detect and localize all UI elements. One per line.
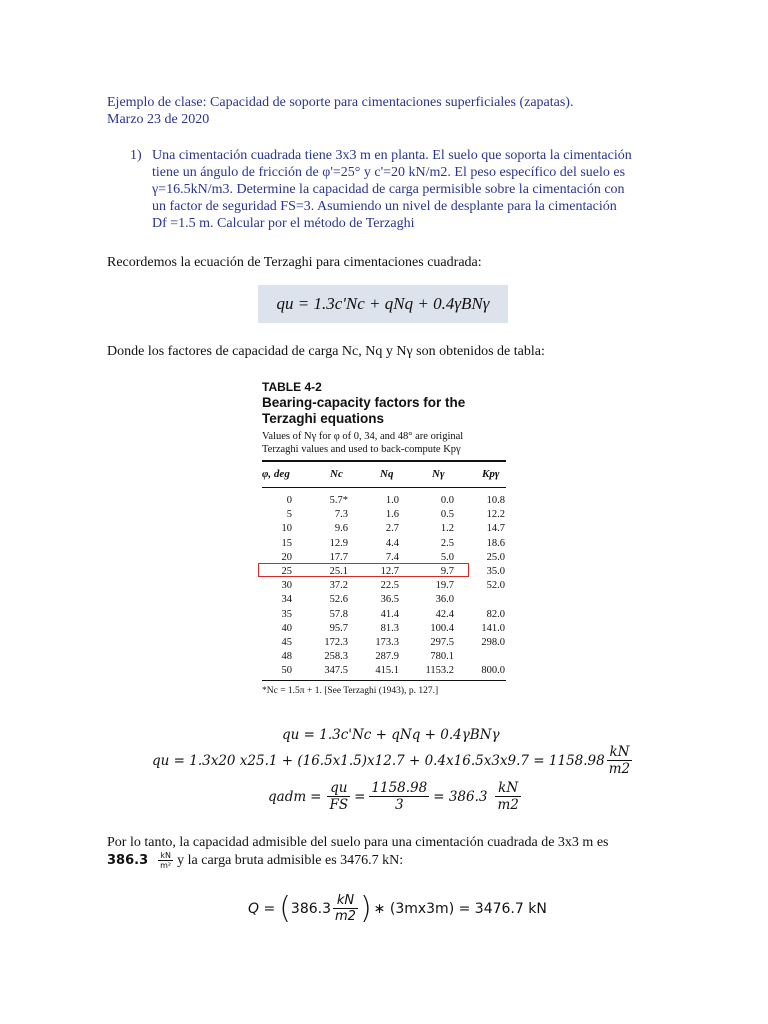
problem-line: Df =1.5 m. Calcular por el método de Terzaghi: [152, 216, 415, 231]
table-cell-nc: 37.2: [329, 580, 348, 592]
table-header-rule: [262, 487, 506, 488]
equation-qu-general: qu = 1.3c'Nc + qNq + 0.4γBNγ: [282, 727, 500, 743]
table-cell-nq: 173.3: [375, 637, 399, 648]
table-cell-nc: 258.3: [324, 651, 348, 663]
unit-den: m2: [608, 761, 631, 777]
unit-fraction: [607, 744, 632, 777]
table-cell-nq: 1.0: [385, 495, 399, 506]
table-cell-nc: 25.1: [329, 566, 348, 577]
table-label: TABLE 4-2: [262, 380, 322, 394]
table-cell-nc: 17.7: [329, 551, 348, 563]
conclusion-line: Por lo tanto, la capacidad admisible del suelo para una cimentación cuadrada de 3x3 m es: [107, 835, 609, 850]
conclusion-value: 386.3: [107, 853, 149, 868]
unit-num: kN: [495, 780, 520, 797]
table-cell-kpgamma: 800.0: [481, 665, 505, 677]
terzaghi-equation-box: [258, 285, 508, 323]
table-cell-kpgamma: 12.2: [486, 509, 505, 521]
table-cell-phi: 34: [281, 594, 292, 606]
unit-num: kN: [607, 744, 632, 761]
table-cell-kpgamma: 14.7: [486, 523, 505, 535]
fraction-den: 3: [395, 797, 404, 813]
table-cell-phi: 45: [281, 637, 292, 648]
table-desc-line: Values of Nγ for φ of 0, 34, and 48° are original: [262, 431, 464, 442]
table-cell-phi: 50: [281, 665, 292, 677]
problem-line: Una cimentación cuadrada tiene 3x3 m en planta. El suelo que soporta la cimentación: [152, 148, 632, 163]
table-cell-nq: 2.7: [385, 523, 399, 535]
table-cell-phi: 48: [281, 651, 292, 663]
table-cell-nq: 287.9: [375, 651, 399, 663]
unit-num: kN: [333, 893, 358, 909]
table-cell-nc: 52.6: [329, 594, 348, 606]
unit-fraction: [495, 780, 520, 813]
table-cell-nq: 415.1: [375, 665, 399, 677]
fraction-num: 1158.98: [371, 780, 428, 796]
table-header-nc: Nc: [330, 468, 343, 480]
equation-qu-numeric-text: qu = 1.3x20 x25.1 + (16.5x1.5)x12.7 + 0.4x16.5x3x9.7 = 1158.98: [152, 752, 605, 769]
table-cell-ngamma: 9.7: [440, 566, 454, 577]
table-title-line: Bearing-capacity factors for the: [262, 395, 466, 410]
final-lhs: Q =: [248, 900, 276, 917]
unit-den: m2: [335, 909, 356, 924]
table-cell-nq: 41.4: [380, 608, 399, 620]
qadm-result: = 386.3: [433, 788, 488, 805]
table-cell-kpgamma: 141.0: [481, 622, 505, 634]
intro-text: Recordemos la ecuación de Terzaghi para cimentaciones cuadrada:: [107, 255, 482, 270]
table-cell-nq: 4.4: [385, 537, 399, 549]
table-cell-ngamma: 1153.2: [425, 665, 454, 677]
fraction-qu-fs: [327, 780, 350, 813]
highlight-box: [258, 563, 469, 577]
table-cell-phi: 5: [286, 509, 292, 521]
document-date: Marzo 23 de 2020: [107, 112, 210, 127]
table-cell-ngamma: 19.7: [435, 580, 454, 592]
table-header-nq: Nq: [380, 468, 394, 480]
table-cell-kpgamma: 82.0: [486, 608, 505, 620]
table-cell-ngamma: 42.4: [435, 608, 454, 620]
table-cell-ngamma: 0.5: [440, 509, 454, 521]
unit-den: m2: [497, 797, 519, 813]
table-cell-ngamma: 36.0: [435, 594, 454, 606]
unit-num: kN: [158, 851, 173, 861]
problem-line: un factor de seguridad FS=3. Asumiendo un nivel de desplante para la cimentación: [152, 199, 617, 214]
table-cell-phi: 20: [281, 551, 292, 563]
table-cell-phi: 40: [281, 622, 292, 634]
table-cell-kpgamma: 298.0: [481, 637, 505, 648]
final-value: 386.3: [290, 900, 332, 917]
table-cell-nq: 81.3: [380, 622, 399, 634]
qadm-symbol: qadm: [268, 788, 307, 805]
table-cell-phi: 10: [281, 523, 292, 535]
table-cell-phi: 15: [281, 537, 292, 549]
table-cell-kpgamma: 25.0: [486, 551, 505, 563]
table-cell-nq: 22.5: [380, 580, 399, 592]
table-cell-nc: 9.6: [334, 523, 348, 535]
problem-line: tiene un ángulo de fricción de φ'=25° y c'=20 kN/m2. El peso específico del suelo es: [152, 165, 626, 180]
conclusion-line-2: [107, 851, 403, 870]
table-cell-nq: 7.4: [385, 551, 399, 563]
final-rest: ∗ (3mx3m) = 3476.7 kN: [373, 900, 547, 917]
table-cell-phi: 25: [281, 566, 292, 577]
table-cell-ngamma: 0.0: [440, 495, 454, 506]
table-cell-ngamma: 780.1: [430, 651, 454, 663]
table-cell-nc: 5.7*: [329, 495, 348, 506]
table-cell-phi: 0: [286, 495, 292, 506]
fraction-den: FS: [329, 797, 349, 813]
final-equation: Q = ( 386.3 $\frac{kN}{m2}$ ) ∗ (3mx3m) = 3476.7 kN: [248, 890, 547, 926]
table-cell-kpgamma: 52.0: [486, 580, 505, 592]
table-cell-kpgamma: 18.6: [486, 537, 505, 549]
table-desc-line: Terzaghi values and used to back-compute Kpγ: [262, 444, 461, 455]
table-cell-nc: 7.3: [334, 509, 348, 521]
table-cell-phi: 30: [281, 580, 292, 592]
table-header-ngamma: Nγ: [432, 468, 445, 480]
terzaghi-equation: qu = 1.3c'Nc + qNq + 0.4γBNγ: [276, 294, 490, 313]
problem-number: 1): [130, 148, 142, 163]
table-cell-nc: 95.7: [329, 622, 348, 634]
equation-qadm: qadm = $\frac{qu}{FS}$ = $\frac{1158.98}{3}$ = 386.3 $\frac{kN}{m2}$: [268, 780, 519, 813]
table-cell-ngamma: 1.2: [440, 523, 454, 535]
unit-den: m²: [160, 861, 172, 870]
problem-statement: [152, 147, 672, 232]
fraction-num: qu: [327, 780, 350, 797]
factors-text: Donde los factores de capacidad de carga Nc, Nq y Nγ son obtenidos de tabla:: [107, 344, 545, 359]
table-title: [262, 395, 465, 427]
table-cell-ngamma: 100.4: [430, 622, 454, 634]
table-cell-ngamma: 5.0: [440, 551, 454, 563]
table-bottom-rule: [262, 680, 506, 681]
table-cell-phi: 35: [281, 608, 292, 620]
table-header-kpgamma: Kpγ: [482, 468, 500, 480]
conclusion-text: y la carga bruta admisible es 3476.7 kN:: [177, 852, 404, 868]
table-cell-ngamma: 2.5: [440, 537, 454, 549]
table-cell-nc: 57.8: [329, 608, 348, 620]
equation-qu-numeric: [152, 744, 634, 777]
table-footnote: *Nc = 1.5π + 1. [See Terzaghi (1943), p. 127.]: [262, 686, 439, 696]
table-cell-kpgamma: 10.8: [486, 495, 505, 506]
table-description: [262, 430, 463, 456]
problem-line: γ=16.5kN/m3. Determine la capacidad de carga permisible sobre la cimentación con: [152, 182, 625, 197]
table-header-phi: φ, deg: [262, 468, 290, 480]
document-title: Ejemplo de clase: Capacidad de soporte para cimentaciones superficiales (zapatas).: [107, 95, 574, 110]
unit-fraction: [333, 893, 358, 924]
table-cell-nq: 36.5: [380, 594, 399, 606]
table-cell-ngamma: 297.5: [430, 637, 454, 648]
table-title-line: Terzaghi equations: [262, 411, 385, 426]
table-top-rule: [262, 460, 506, 462]
table-cell-nc: 347.5: [324, 665, 348, 677]
table-cell-nq: 12.7: [380, 566, 399, 577]
table-cell-nc: 12.9: [329, 537, 348, 549]
unit-fraction: [158, 851, 173, 870]
table-cell-kpgamma: 35.0: [486, 566, 505, 577]
fraction-values: [369, 780, 429, 813]
table-cell-nq: 1.6: [385, 509, 399, 521]
table-cell-nc: 172.3: [324, 637, 348, 648]
